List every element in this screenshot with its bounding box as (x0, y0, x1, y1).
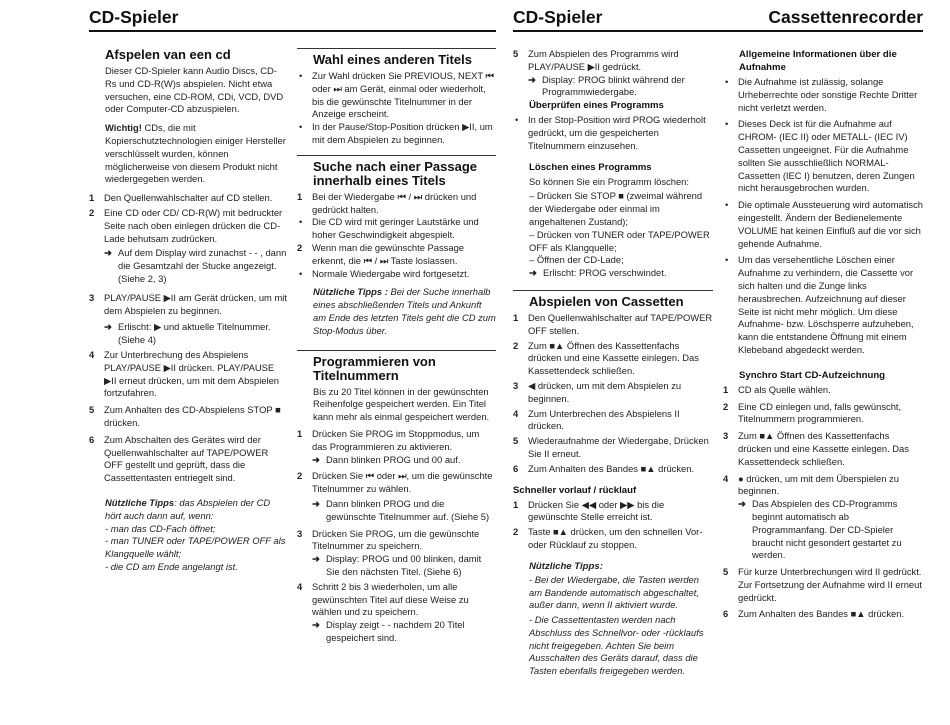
header-rule (89, 30, 496, 32)
step-2: 2 Eine CD oder CD/ CD-R(W) mit bedruckter Seite nach oben einlegen drücken die CD-Lade behutsam zudrücken. ➜ Auf dem Display wird zunachst - - , dann die Gesamtzahl der Stucke angezeigt.(Siehe 2, 3) (89, 206, 287, 284)
tip-line: - man das CD-Fach öffnet; (105, 522, 216, 534)
bullet-item: • Die Aufnahme ist zulässig, solange Urheberrechte oder sonstige Rechte Dritter nicht verletzt werden. (725, 76, 918, 113)
step-4: 4 Schritt 2 bis 3 wiederholen, um alle gewünschten Titel auf diese Weise zu wählen und zu speichern. ➜ Display zeigt - - nachdem 20 Titel gespeichert sind. (297, 581, 496, 645)
column-recording (723, 48, 923, 621)
tip-line: - man TUNER oder TAPE/POWER OFF als Klangquelle wählt; (105, 535, 286, 560)
section-cassette (513, 290, 713, 309)
step-3: 3 ◀ drücken, um mit dem Abspielen zu beginnen. (513, 379, 682, 404)
subheading: Synchro Start CD-Aufzeichnung (739, 369, 886, 381)
step-3: 3 PLAY/PAUSE ▶II am Gerät drücken, um mit dem Abspielen zu beginnen. ➜ Erlischt: ▶ und aktuelle Titelnummer.(Siehe 4) (89, 291, 287, 346)
step-2: 2 Taste ■▲ drücken, um den schnellen Vor- oder Rücklauf zu stoppen. (513, 526, 703, 550)
column-cd-playback (89, 48, 287, 574)
list-item: – Öffnen der CD-Lade; (529, 254, 624, 266)
tips-block (513, 560, 713, 678)
intro-text: Dieser CD-Spieler kann Audio Discs, CD-Rs und CD-R(W)s abspielen. Nicht etwa versuchen, eine CD-ROM, CDi, VCD, DVD oder Computer-CD abzuspielen. (105, 65, 284, 115)
step-1: 1 Bei der Wiedergabe ⏮ / ⏭ drücken und gedrückt halten. (297, 190, 477, 215)
section-select-track (297, 48, 496, 67)
section-heading: Wahl eines anderen Titels (313, 52, 472, 67)
step-2: 2 Wenn man die gewünschte Passage erkennt, die ⏮ / ⏭ Taste loslassen. (297, 241, 465, 266)
result-arrow: ➜ Erlischt: ▶ und aktuelle Titelnummer.(Siehe 4) (104, 321, 271, 346)
step-1: 1 CD als Quelle wählen. (723, 383, 831, 395)
section-search (297, 155, 496, 188)
header-rule-2 (513, 30, 923, 32)
section-heading: Afspelen van een cd (105, 47, 231, 62)
subheading: Löschen eines Programms (529, 161, 652, 173)
header-right (513, 4, 923, 30)
list-item: – Drücken Sie STOP ■ (zweimal während der Wiedergabe oder einmal im angehaltenen Zustand); (529, 190, 703, 227)
subheading: Schneller vorlauf / rücklauf (513, 484, 637, 496)
section-heading: Suche nach einer Passage innerhalb eines Titels (313, 158, 478, 188)
step-4: 4 Zum Unterbrechen des Abspielens II drücken. (513, 407, 680, 432)
section-heading: Abspielen von Cassetten (529, 293, 684, 309)
page-title-cd-spieler-2: CD-Spieler (513, 7, 603, 27)
section-program (297, 350, 496, 424)
step-5: 5 Zum Anhalten des CD-Abspielens STOP ■ drücken. (89, 404, 281, 428)
warning-text: Wichtig! CDs, die mit Kopierschutztechnologien einiger Hersteller verschlüsselt wurden, können möglicherweise von diesem Produkt nicht wiedergegeben werden. (105, 122, 286, 185)
step-1: 1 Den Quellenwahlschalter auf TAPE/POWER OFF stellen. (513, 311, 713, 336)
step-4: 4 Zur Unterbrechung des Abspielens PLAY/PAUSE ▶II drücken. PLAY/PAUSE ▶II erneut drücken, um mit dem Abspielen fortzufahren. (89, 348, 280, 399)
bullet-item: • In der Pause/Stop-Position drücken ▶II, um mit dem Abspielen zu beginnen. (299, 121, 493, 145)
column-track-selection (297, 48, 496, 645)
step-5: 5 Wiederaufnahme der Wiedergabe, Drücken Sie II erneut. (513, 435, 709, 459)
step-2: 2 Eine CD einlegen und, falls gewünscht, Titelnummern programmieren. (723, 400, 902, 425)
result-arrow: ➜ Display: PROG blinkt während der Programmwiedergabe. (528, 73, 685, 98)
tip-line: - Bei der Wiedergabe, die Tasten werden am Bandende automatisch abgeschaltet, außer dann, wenn II aktiviert wurde. (529, 573, 699, 611)
tip-line: - die CD am Ende angelangt ist. (105, 560, 238, 572)
result-arrow: ➜ Auf dem Display wird zunachst - - , dann die Gesamtzahl der Stucke angezeigt.(Siehe 2, 3) (104, 247, 287, 284)
step-3: 3 Drücken Sie PROG, um die gewünschte Titelnummer zu speichern. ➜ Display: PROG und 00 blinken, damit Sie den nächsten Titel. (Siehe 6) (297, 528, 496, 579)
bullet-item: • Normale Wiedergabe wird fortgesetzt. (299, 267, 470, 279)
result-arrow: ➜ Das Abspielen des CD-Programms beginnt automatisch ab Programmanfang. Der CD-Spieler braucht nicht gesondert gestartet zu werden. (738, 498, 902, 561)
step-6: 6 Zum Anhalten des Bandes ■▲ drücken. (513, 462, 695, 474)
subheading: Überprüfen eines Programms (529, 100, 664, 112)
result-arrow: ➜ Erlischt: PROG verschwindet. (529, 267, 667, 279)
step-1: 1 Drücken Sie PROG im Stoppmodus, um das Programmieren zu aktivieren. ➜ Dann blinken PROG und 00 auf. (297, 428, 496, 466)
result-arrow: ➜ Display: PROG und 00 blinken, damit Sie den nächsten Titel. (Siehe 6) (312, 553, 482, 577)
column-program-cassette (513, 48, 713, 678)
step-2: 2 Zum ■▲ Öffnen des Kassettenfachs drücken und eine Kassette einlegen. Das Kassettendeck schließen. (513, 339, 699, 377)
page-title-cd-spieler: CD-Spieler (89, 7, 179, 27)
step-3: 3 Zum ■▲ Öffnen des Kassettenfachs drücken und eine Kassette einlegen. Das Kassettendeck schließen. (723, 430, 909, 467)
list-item: So können Sie ein Programm löschen: (529, 175, 689, 187)
intro-text: Bis zu 20 Titel können in der gewünschten Reihenfolge gespeichert werden. Ein Titel kann mehr als einmal gespeichert werden. (313, 385, 490, 423)
step-6: 6 Zum Anhalten des Bandes ■▲ drücken. (723, 608, 905, 620)
tip-line: - Die Cassettentasten werden nach Abschluss des Schnellvor- oder -rücklaufs nicht freigegeben. Achten Sie beim Ausschalten des Geräts darauf, dass die Tasten ebenfalls freigegeben werden. (529, 614, 704, 677)
section-heading: Programmieren von Titelnummern (313, 353, 436, 383)
bullet-item: • Zur Wahl drücken Sie PREVIOUS, NEXT ⏮ oder ⏭ am Gerät, einmal oder wiederholt, bis die gewünschte Titelnummer in der Anzeige erscheint. (299, 70, 494, 120)
tip-text: Nützliche Tipps : Bei der Suche innerhalb eines abschließenden Titels und Ankunft am Ende des letzten Titels geht die CD zum Stop-Modus über. (313, 286, 496, 336)
tip-label: Nützliche Tipps: (529, 560, 603, 572)
bullet-item: • Die CD wird mit geringer Lautstärke und hoher Geschwindigkeit abgespielt. (299, 216, 479, 241)
step-1: 1 Drücken Sie ◀◀ oder ▶▶ bis die gewünschte Stelle erreicht ist. (513, 498, 665, 523)
bullet-item: • Die optimale Aussteuerung wird automatisch eingestellt. Ändern der Bedienelemente VOLUME hat keinen Einfluß auf die vor sich gehende Aufnahme. (725, 199, 923, 249)
step-5: 5 Zum Abspielen des Programms wird PLAY/PAUSE ▶II gedrückt. ➜ Display: PROG blinkt während der Programmwiedergabe. (513, 48, 713, 99)
step-6: 6 Zum Abschalten des Gerätes wird der Quellenwahlschalter auf TAPE/POWER OFF gestellt und geprüft, dass die Cassettentasten entriegelt sind. (89, 433, 269, 484)
step-1: 1 Den Quellenwahlschalter auf CD stellen. (89, 192, 273, 204)
step-2: 2 Drücken Sie ⏮ oder ⏭, um die gewünschte Titelnummer zu wählen. ➜ Dann blinken PROG und die gewünschte Titelnummer auf. (Siehe 5) (297, 470, 496, 523)
result-arrow: ➜ Dann blinken PROG und die gewünschte Titelnummer auf. (Siehe 5) (312, 497, 490, 522)
bullet-item: • Um das versehentliche Löschen einer Aufnahme zu verhindern, die Cassette vor sich halten und die Zunge links herausbrechen. Aufzeichnung auf dieser Seite ist nicht mehr möglich. Um diese Aufnahme- bzw. Löschsperre aufzuheben, kann die entstandene Öffnung mit einem Klebeband abgedeckt werden. (725, 254, 914, 355)
header-left (89, 4, 496, 30)
step-5: 5 Für kurze Unterbrechungen wird II gedrückt. Zur Fortsetzung der Aufnahme wird II erneut gedrückt. (723, 566, 922, 603)
delete-list (513, 176, 713, 280)
list-item: – Drücken von TUNER oder TAPE/POWER OFF als Klangquelle; (529, 228, 710, 253)
page-title-cassettenrecorder: Cassettenrecorder (768, 7, 923, 27)
subheading: Allgemeine Informationen über die Aufnahme (739, 49, 897, 73)
result-arrow: ➜ Dann blinken PROG und 00 auf. (312, 453, 461, 465)
tip-text: Nützliche Tipps: das Abspielen der CD hört auch dann auf, wenn: (105, 496, 271, 521)
result-arrow: ➜ Display zeigt - - nachdem 20 Titel gespeichert sind. (312, 619, 465, 643)
bullet-item: • Dieses Deck ist für die Aufnahme auf CHROM- (IEC II) oder METALL- (IEC IV) Cassetten ungeeignet. Für die Aufnahme sollten Sie ausschließlich NORMAL-Cassetten (IEC I) benutzen, deren Zungen nicht herausgebrochen wurden. (725, 118, 915, 194)
step-4: 4 ● drücken, um mit dem Überspielen zu beginnen. ➜ Das Abspielen des CD-Programms beginnt automatisch ab Programmanfang. Der CD-Spieler braucht nicht gesondert gestartet zu werden. (723, 473, 923, 563)
bullet-item: • In der Stop-Position wird PROG wiederholt gedrückt, um die gespeicherten Titelnummern einzusehen. (515, 114, 706, 151)
tips-block (89, 497, 287, 574)
